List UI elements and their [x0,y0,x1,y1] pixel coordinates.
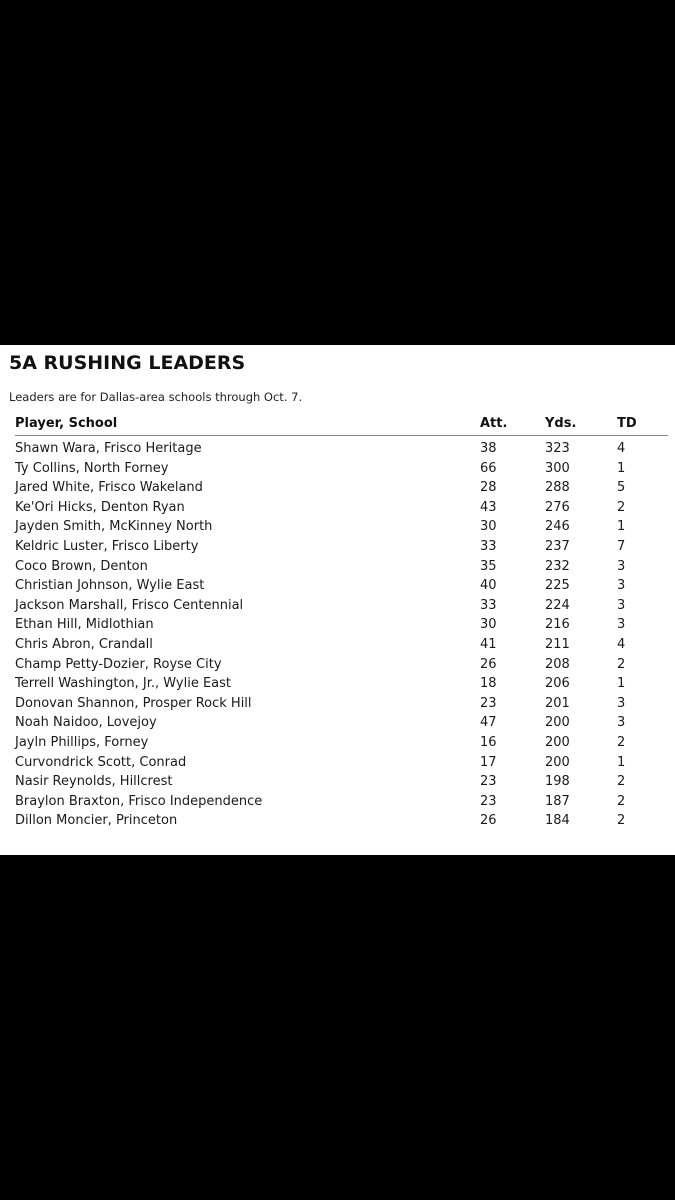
cell-att: 23 [480,695,497,711]
cell-player: Chris Abron, Crandall [15,636,153,652]
cell-player: Jayden Smith, McKinney North [15,519,213,535]
cell-td: 3 [617,578,626,594]
cell-yds: 201 [545,695,570,711]
table-row [15,810,668,830]
cell-att: 38 [480,441,497,456]
page-title: 5A RUSHING LEADERS [9,352,246,374]
cell-player: Christian Johnson, Wylie East [15,578,205,594]
cell-att: 35 [480,558,497,574]
table-row [15,752,668,772]
cell-td: 2 [617,774,626,790]
cell-yds: 200 [545,715,570,731]
cell-att: 23 [480,793,497,809]
cell-att: 28 [480,480,497,496]
cell-att: 66 [480,460,497,476]
cell-att: 16 [480,734,497,750]
cell-player: Terrell Washington, Jr., Wylie East [15,676,232,692]
table-row [15,536,668,556]
cell-att: 47 [480,715,497,731]
table-header [15,413,668,436]
cell-yds: 200 [545,754,570,770]
cell-yds: 288 [545,480,570,496]
cell-td: 4 [617,441,626,456]
cell-td: 3 [617,715,626,731]
cell-player: Braylon Braxton, Frisco Independence [15,793,263,809]
cell-td: 2 [617,734,626,750]
cell-player: Donovan Shannon, Prosper Rock Hill [15,695,252,711]
table-row [15,516,668,536]
cell-td: 2 [617,813,626,829]
table-row [15,477,668,497]
rushing-leaders-panel [0,345,675,855]
table-row [15,791,668,811]
table-row [15,654,668,674]
table-row [15,673,668,693]
table-row [15,595,668,615]
cell-td: 4 [617,636,626,652]
cell-player: Jackson Marshall, Frisco Centennial [15,597,244,613]
table-row [15,732,668,752]
cell-att: 30 [480,617,497,633]
cell-td: 2 [617,499,626,515]
cell-att: 26 [480,656,497,672]
cell-player: Ethan Hill, Midlothian [15,617,154,633]
cell-player: Jayln Phillips, Forney [15,734,149,750]
cell-player: Dillon Moncier, Princeton [15,813,178,829]
cell-td: 5 [617,480,626,496]
cell-td: 3 [617,597,626,613]
cell-player: Noah Naidoo, Lovejoy [15,715,157,731]
cell-att: 17 [480,754,497,770]
cell-yds: 224 [545,597,570,613]
leaders-table [15,413,668,830]
cell-player: Champ Petty-Dozier, Royse City [15,656,222,672]
cell-td: 1 [617,754,626,770]
cell-att: 18 [480,676,497,692]
cell-player: Ke'Ori Hicks, Denton Ryan [15,499,185,515]
cell-td: 3 [617,695,626,711]
cell-yds: 232 [545,558,570,574]
header-att: Att. [480,416,508,431]
cell-yds: 246 [545,519,570,535]
table-row [15,458,668,478]
header-yds: Yds. [545,416,577,431]
cell-yds: 276 [545,499,570,515]
cell-player: Jared White, Frisco Wakeland [15,480,203,496]
table-row [15,438,668,458]
cell-att: 33 [480,597,497,613]
cell-att: 30 [480,519,497,535]
cell-yds: 187 [545,793,570,809]
cell-att: 23 [480,774,497,790]
cell-yds: 225 [545,578,570,594]
table-row [15,575,668,595]
cell-td: 3 [617,617,626,633]
cell-player: Shawn Wara, Frisco Heritage [15,441,202,456]
cell-td: 1 [617,460,626,476]
cell-yds: 206 [545,676,570,692]
table-row [15,497,668,517]
cell-td: 2 [617,656,626,672]
table-row [15,614,668,634]
cell-td: 1 [617,676,626,692]
table-row [15,634,668,654]
header-td: TD [617,416,637,431]
subtitle: Leaders are for Dallas-area schools through Oct. 7. [9,390,303,404]
table-body [15,438,668,830]
cell-player: Ty Collins, North Forney [15,460,169,476]
cell-player: Curvondrick Scott, Conrad [15,754,187,770]
header-player: Player, School [15,416,118,431]
cell-att: 26 [480,813,497,829]
table-row [15,693,668,713]
cell-yds: 184 [545,813,570,829]
cell-player: Nasir Reynolds, Hillcrest [15,774,173,790]
cell-yds: 323 [545,441,570,456]
cell-yds: 198 [545,774,570,790]
cell-att: 41 [480,636,497,652]
table-row [15,771,668,791]
cell-yds: 200 [545,734,570,750]
cell-player: Coco Brown, Denton [15,558,148,574]
cell-att: 33 [480,538,497,554]
cell-td: 7 [617,538,626,554]
table-row [15,556,668,576]
cell-yds: 300 [545,460,570,476]
cell-td: 3 [617,558,626,574]
cell-td: 1 [617,519,626,535]
cell-yds: 208 [545,656,570,672]
table-row [15,712,668,732]
cell-player: Keldric Luster, Frisco Liberty [15,538,199,554]
cell-att: 40 [480,578,497,594]
cell-yds: 216 [545,617,570,633]
cell-yds: 237 [545,538,570,554]
cell-att: 43 [480,499,497,515]
cell-yds: 211 [545,636,570,652]
cell-td: 2 [617,793,626,809]
